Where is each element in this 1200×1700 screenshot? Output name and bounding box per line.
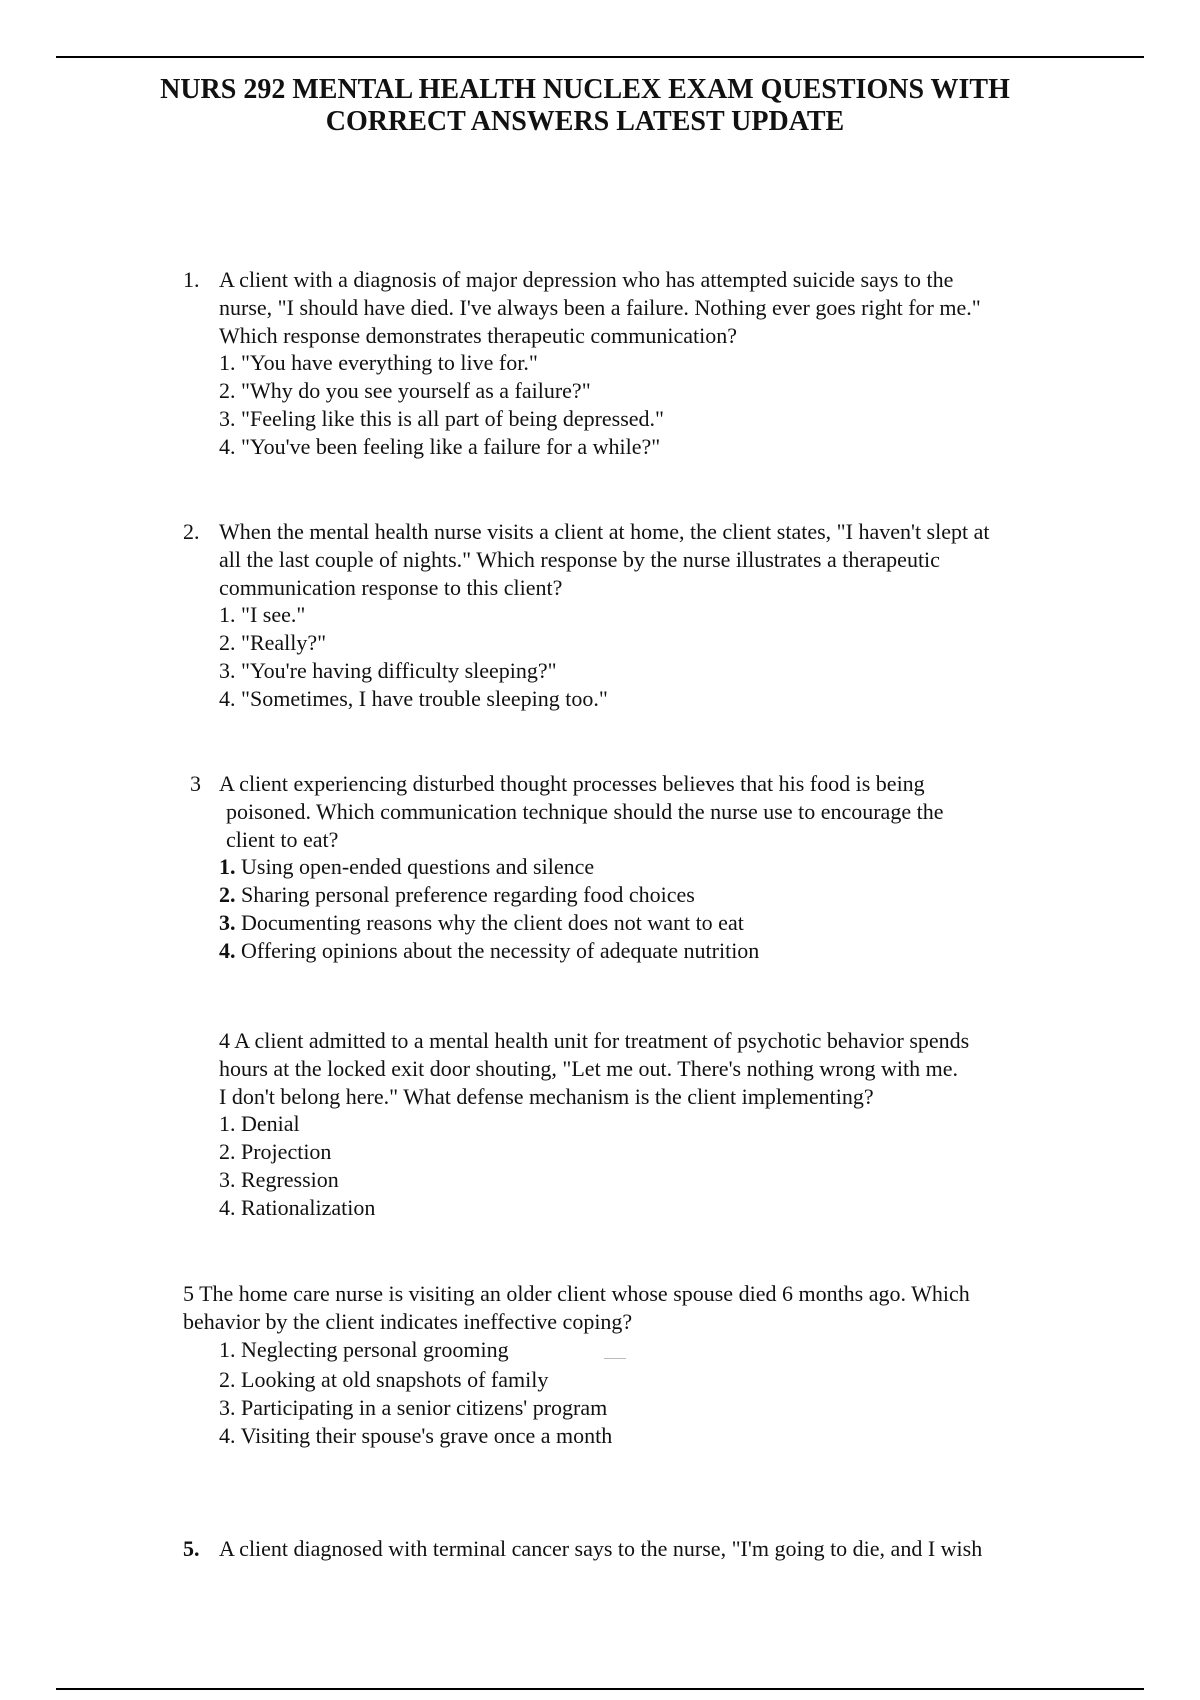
question-stem-line: A client experiencing disturbed thought processes believes that his food is being xyxy=(219,771,925,796)
answer-option: 2. "Really?" xyxy=(219,630,327,656)
option-number: 2. xyxy=(219,882,236,908)
answer-option xyxy=(219,853,943,881)
option-text: Documenting reasons why the client does not want to eat xyxy=(241,909,744,935)
answer-option xyxy=(219,909,943,937)
question-number: 2. xyxy=(183,519,200,544)
question-stem-line: Which response demonstrates therapeutic communication? xyxy=(219,322,738,348)
question-3 xyxy=(190,770,944,965)
question-2 xyxy=(183,518,990,713)
title-line-1: NURS 292 MENTAL HEALTH NUCLEX EXAM QUESTIONS WITH xyxy=(160,74,1010,105)
answer-option: 3. "Feeling like this is all part of being depressed." xyxy=(219,405,665,431)
question-stem-line: all the last couple of nights." Which response by the nurse illustrates a therapeutic xyxy=(219,546,940,572)
answer-option: 1. "You have everything to live for." xyxy=(219,350,538,376)
answer-option: 4. Rationalization xyxy=(219,1194,376,1220)
question-stem-line: A client diagnosed with terminal cancer says to the nurse, "I'm going to die, and I wish xyxy=(219,1536,983,1561)
option-text: Sharing personal preference regarding food choices xyxy=(241,882,695,908)
stray-mark xyxy=(604,1358,626,1359)
question-number: 1. xyxy=(183,267,200,292)
option-text: Offering opinions about the necessity of adequate nutrition xyxy=(241,937,760,963)
answer-option: 3. "You're having difficulty sleeping?" xyxy=(219,657,557,683)
answer-option: 3. Participating in a senior citizens' program xyxy=(219,1395,608,1421)
title-line-2: CORRECT ANSWERS LATEST UPDATE xyxy=(325,106,845,137)
question-stem-line: poisoned. Which communication technique should the nurse use to encourage the xyxy=(226,798,944,824)
option-number: 3. xyxy=(219,909,236,935)
question-6 xyxy=(183,1535,983,1563)
option-number: 4. xyxy=(219,937,236,963)
question-stem-line: communication response to this client? xyxy=(219,574,563,600)
answer-option xyxy=(219,881,943,909)
question-1 xyxy=(183,266,981,461)
question-stem-line: nurse, "I should have died. I've always been a failure. Nothing ever goes right for me." xyxy=(219,294,981,320)
answer-option: 2. "Why do you see yourself as a failure?" xyxy=(219,378,591,404)
question-stem-line: behavior by the client indicates ineffective coping? xyxy=(183,1308,633,1334)
answer-option: 1. Denial xyxy=(219,1111,300,1137)
answer-option: 2. Looking at old snapshots of family xyxy=(219,1367,549,1393)
answer-option: 1. "I see." xyxy=(219,602,306,628)
answer-option: 4. "Sometimes, I have trouble sleeping too." xyxy=(219,685,608,711)
answer-option: 4. Visiting their spouse's grave once a month xyxy=(219,1422,613,1448)
question-stem-line: When the mental health nurse visits a client at home, the client states, "I haven't slept at xyxy=(219,519,990,544)
option-number: 1. xyxy=(219,854,236,880)
answer-option xyxy=(219,937,943,965)
answer-option: 3. Regression xyxy=(219,1166,339,1192)
option-text: Using open-ended questions and silence xyxy=(241,854,595,880)
bottom-rule xyxy=(56,1688,1144,1690)
answer-option: 2. Projection xyxy=(219,1139,332,1165)
question-stem-line: 4 A client admitted to a mental health unit for treatment of psychotic behavior spends xyxy=(219,1028,970,1053)
question-number: 5. xyxy=(183,1536,200,1561)
question-stem-line: client to eat? xyxy=(226,826,339,852)
question-stem-line: 5 The home care nurse is visiting an older client whose spouse died 6 months ago. Which xyxy=(183,1281,970,1306)
question-stem-line: hours at the locked exit door shouting, "Let me out. There's nothing wrong with me. xyxy=(219,1055,959,1081)
question-stem-line: I don't belong here." What defense mechanism is the client implementing? xyxy=(219,1083,874,1109)
question-5 xyxy=(183,1280,970,1450)
document-title xyxy=(0,74,1170,138)
answer-option: 1. Neglecting personal grooming xyxy=(219,1336,509,1362)
question-stem-line: A client with a diagnosis of major depression who has attempted suicide says to the xyxy=(219,267,954,292)
question-4 xyxy=(219,1027,969,1222)
question-number: 3 xyxy=(190,771,201,796)
answer-option: 4. "You've been feeling like a failure for a while?" xyxy=(219,433,661,459)
top-rule xyxy=(56,56,1144,58)
